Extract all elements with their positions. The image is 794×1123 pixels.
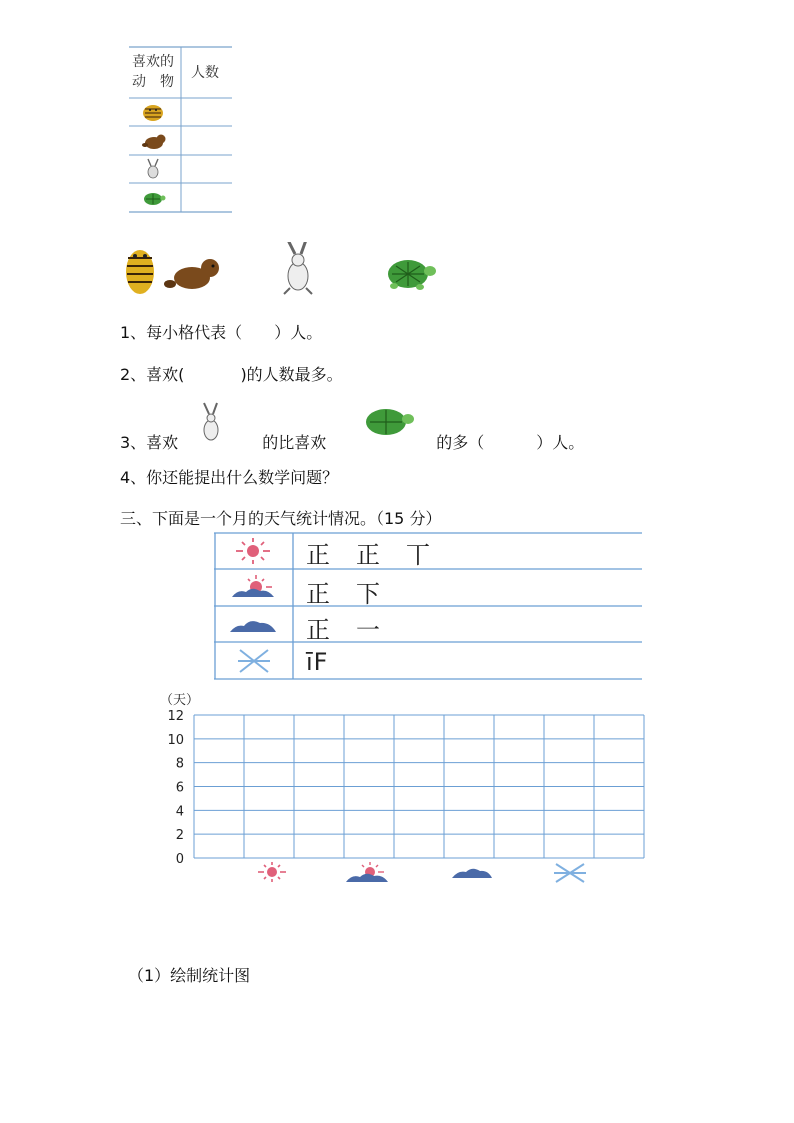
question-3-text-d: ）人。 — [536, 433, 585, 452]
y-tick-label: 6 — [175, 780, 184, 796]
y-axis-unit: （天） — [160, 693, 200, 708]
question-2 — [120, 362, 343, 385]
tally-sunny: 正 正 丅 — [306, 541, 431, 569]
rabbit-icon — [139, 158, 167, 180]
turtle-picture — [388, 260, 436, 290]
y-tick-label: 2 — [175, 828, 184, 844]
weather-tally-table — [214, 532, 642, 680]
question-2-text-a: 2、喜欢( — [120, 365, 185, 384]
sun-cloud-icon — [346, 862, 388, 882]
snow-icon — [554, 864, 586, 882]
question-4: 4、你还能提出什么数学问题？ — [120, 468, 339, 487]
y-tick-label: 4 — [175, 804, 184, 820]
tally-cloudy: 正 一 — [306, 616, 381, 644]
task-draw-chart: （1）绘制统计图 — [128, 966, 251, 985]
question-2-text-b: )的人数最多。 — [240, 365, 343, 384]
question-3-text-c: 的多（ — [436, 433, 485, 452]
animal-table — [129, 45, 232, 215]
header-favorite-animal-line1: 喜欢的 — [132, 54, 174, 70]
question-1-text-b: ）人。 — [274, 323, 323, 342]
turtle-icon — [139, 187, 167, 209]
y-tick-label: 12 — [167, 709, 184, 724]
y-tick-label: 0 — [175, 852, 184, 867]
sun-cloud-icon — [228, 573, 278, 603]
y-axis-ticks — [167, 709, 184, 867]
tiger-picture — [126, 250, 154, 294]
section-3-title: 三、下面是一个月的天气统计情况。（15 分） — [120, 509, 442, 528]
tiger-icon — [139, 101, 167, 123]
question-3 — [120, 430, 584, 453]
tally-sun-cloud: 正 下 — [306, 580, 381, 608]
sun-icon — [232, 537, 274, 565]
y-tick-label: 10 — [167, 732, 184, 748]
question-1-text-a: 1、每小格代表（ — [120, 323, 243, 342]
question-3-text-b: 的比喜欢 — [262, 433, 327, 452]
tally-snow: īF — [306, 648, 329, 676]
question-1 — [120, 320, 322, 343]
question-3-text-a: 3、喜欢 — [120, 433, 179, 452]
header-favorite-animal-line2: 动 物 — [132, 74, 174, 90]
dog-icon — [139, 130, 167, 152]
rabbit-picture — [284, 242, 312, 294]
animal-pictures-row — [120, 242, 440, 298]
y-tick-label: 8 — [175, 756, 184, 772]
cloud-icon — [452, 869, 492, 878]
cloud-icon — [228, 614, 278, 636]
grid-lines — [194, 715, 644, 858]
sun-icon — [258, 862, 286, 882]
weather-bar-chart-grid — [150, 690, 650, 890]
header-count: 人数 — [191, 65, 219, 81]
snow-icon — [236, 646, 272, 676]
dog-picture — [164, 259, 219, 289]
